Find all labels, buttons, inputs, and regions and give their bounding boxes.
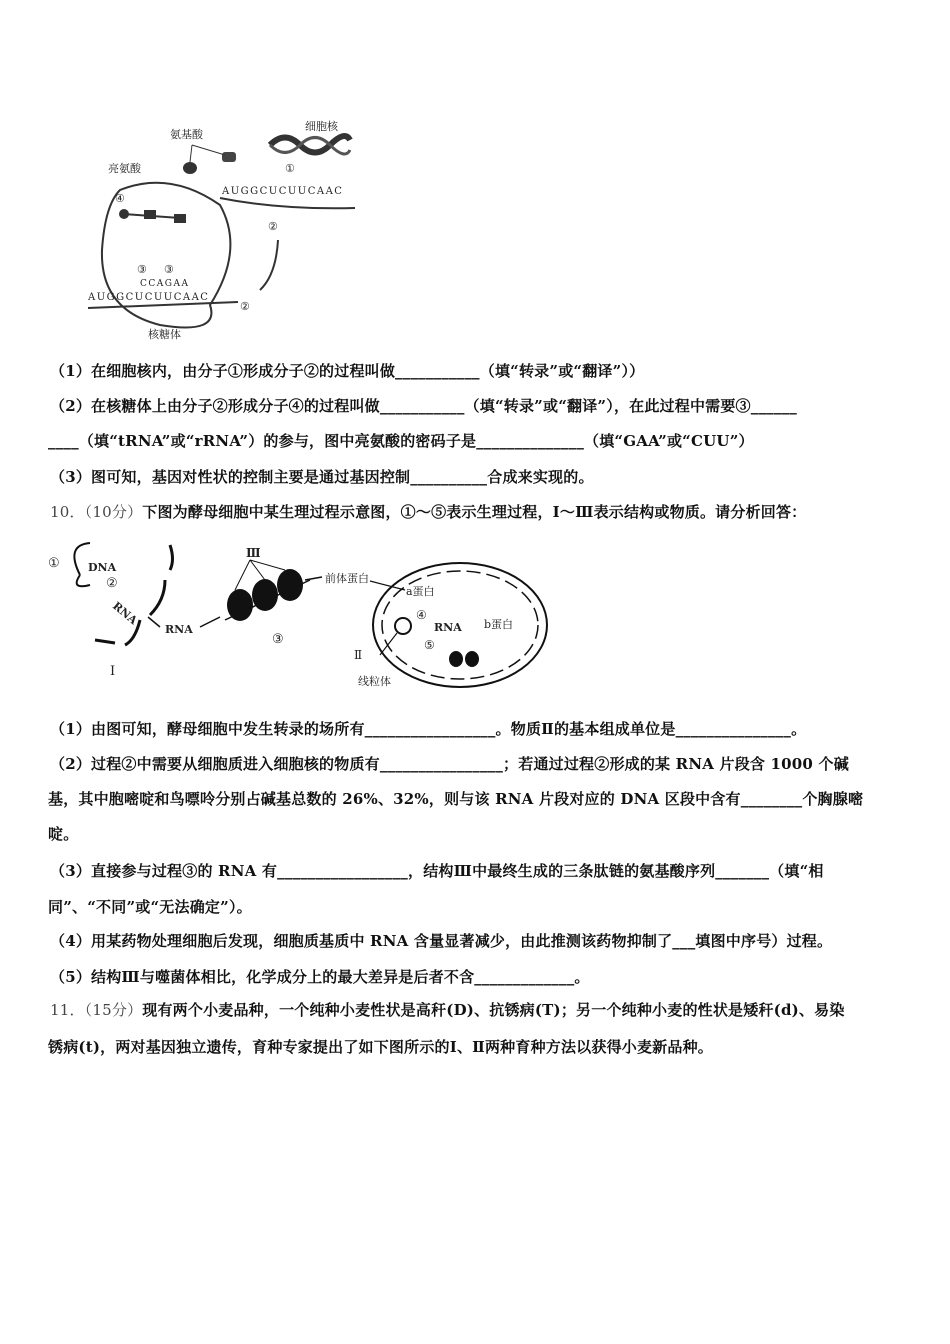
translation-diagram [80,110,380,345]
q10-part2: （2）过程②中需要从细胞质进入细胞核的物质有________________；若通过过程②形成的某 RNA 片段含 1000 个碱 [50,755,849,773]
precursor-protein-label: 前体蛋白 [325,572,369,585]
marker-1: ① [285,162,295,175]
marker-1: ① [48,556,60,571]
marker-4: ④ [416,608,427,622]
q10-part2-cont: 基，其中胞嘧啶和鸟嘌呤分别占碱基总数的 26%、32%，则与该 RNA 片段对应的 DNA 区段中含有________个胸腺嘧 [48,790,864,808]
q9-part2: （2）在核糖体上由分子②形成分子④的过程叫做___________（填“转录”或“翻译”），在此过程中需要③______ [50,397,797,415]
nucleus-label: 细胞核 [305,120,338,133]
roman-1: Ⅰ [110,664,116,679]
question-number: 11．（15分） [50,1001,143,1019]
protein-a-label: a蛋白 [406,585,435,598]
q10-part4: （4）用某药物处理细胞后发现，细胞质基质中 RNA 含量显著减少，由此推测该药物抑制了___填图中序号）过程。 [50,932,833,950]
amino-acid-label: 氨基酸 [170,128,203,141]
roman-2: Ⅱ [354,648,363,662]
marker-2: ② [240,300,250,313]
rna-label: RNA [434,621,462,634]
leucine-label: 亮氨酸 [108,162,141,175]
marker-2: ② [106,576,118,591]
dna-label: DNA [88,561,117,574]
mrna-top-sequence: AUGGCUCUUCAAC [222,186,344,197]
q10-part2-cont2: 啶。 [48,825,79,843]
amino-acid-shape [183,162,197,174]
amino-acid-shape [222,152,236,162]
protein-b-label: b蛋白 [484,618,514,631]
marker-4: ④ [115,192,125,205]
q11-stem [50,999,845,1020]
mitochondrion-label: 线粒体 [358,675,391,688]
q10-part3: （3）直接参与过程③的 RNA 有_________________，结构Ⅲ中最终生成的三条肽链的氨基酸序列_______（填“相 [50,862,824,880]
marker-3: ③ [272,632,284,647]
question-text: 下图为酵母细胞中某生理过程示意图，①～⑤表示生理过程，Ⅰ～Ⅲ表示结构或物质。请分析回答： [142,503,807,521]
mitochondrial-dna [395,618,411,634]
ribosome-label: 核糖体 [148,328,181,341]
q9-part1: （1）在细胞核内，由分子①形成分子②的过程叫做___________（填“转录”或“翻译”）） [50,362,645,380]
rna-label: RNA [110,599,140,628]
marker-2: ② [268,220,278,233]
question-number: 10．（10分） [50,503,143,521]
q9-part3: （3）图可知，基因对性状的控制主要是通过基因控制__________合成来实现的。 [50,468,594,486]
marker-5: ⑤ [424,638,435,652]
q9-part2-cont: ____（填“tRNA”或“rRNA”）的参与，图中亮氨酸的密码子是______________（填“GAA”或“CUU”） [48,432,754,450]
yeast-gene-expression-diagram [40,535,560,695]
q10-part5: （5）结构Ⅲ与噬菌体相比，化学成分上的最大差异是后者不含_____________。 [50,968,590,986]
mrna-bottom-sequence: AUGGCUCUUCAAC [88,292,210,303]
marker-3: ③ [137,263,147,276]
anticodon-sequence: CCAGAA [140,279,190,289]
q11-stem-cont: 锈病(t)，两对基因独立遗传，育种专家提出了如下图所示的Ⅰ、Ⅱ两种育种方法以获得小麦新品种。 [48,1038,713,1056]
roman-3: Ⅲ [246,546,261,560]
q10-stem [50,501,806,522]
marker-3: ③ [164,263,174,276]
q10-part3-cont: 同”、“不同”或“无法确定”）。 [48,898,252,916]
nuclear-envelope [95,545,173,645]
polysome [225,560,310,621]
mrna-strand [220,198,355,208]
rna-label: RNA [165,623,193,636]
q10-part1: （1）由图可知，酵母细胞中发生转录的场所有_________________。物质Ⅱ的基本组成单位是_______________。 [50,720,807,738]
question-text: 现有两个小麦品种，一个纯种小麦性状是高秆(D)、抗锈病(T)；另一个纯种小麦的性状是矮秆(d)、易染 [142,1001,845,1019]
